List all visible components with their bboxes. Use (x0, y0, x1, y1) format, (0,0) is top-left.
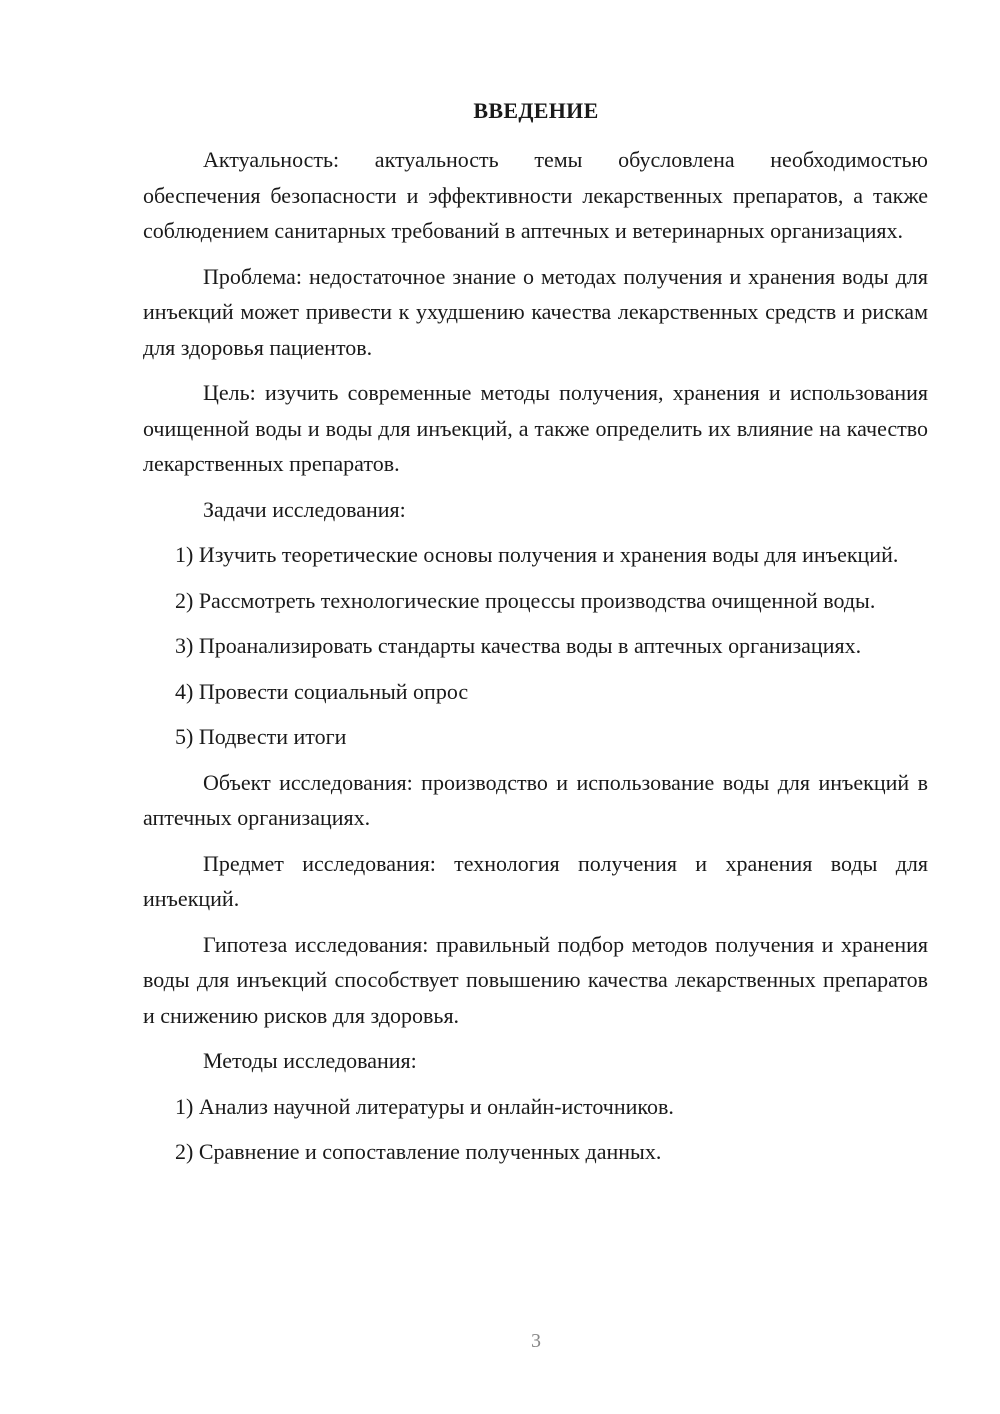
list-item: 5) Подвести итоги (175, 724, 347, 749)
paragraph-goal: Цель: изучить современные методы получения, хранения и использования очищенной воды и воды для инъекций, а также определить их влияние на качество лекарственных препаратов. (143, 380, 928, 476)
paragraph-tasks-heading: Задачи исследования: (203, 496, 406, 522)
paragraph-problem: Проблема: недостаточное знание о методах получения и хранения воды для инъекций может привести к ухудшению качества лекарственных средств и рискам для здоровья пациентов. (143, 263, 928, 360)
list-item: 3) Проанализировать стандарты качества воды в аптечных организациях. (175, 633, 862, 658)
paragraph-relevance: Актуальность: актуальность темы обусловлена необходимостью обеспечения безопасности и эффективности лекарственных препаратов, а также соблюдением санитарных требований в аптечных и ветеринарных организациях. (143, 147, 928, 243)
list-item: 1) Анализ научной литературы и онлайн-источников. (175, 1093, 674, 1119)
page-number: 3 (531, 1330, 541, 1352)
paragraph-object: Объект исследования: производство и использование воды для инъекций в аптечных организациях. (143, 769, 928, 830)
page-title: ВВЕДЕНИЕ (473, 98, 599, 123)
paragraph-methods-heading: Методы исследования: (203, 1048, 417, 1073)
body-text (143, 142, 928, 1180)
list-item: 1) Изучить теоретические основы получения и хранения воды для инъекций. (175, 542, 899, 567)
list-item: 2) Рассмотреть технологические процессы производства очищенной воды. (175, 587, 876, 613)
paragraph-hypothesis: Гипотеза исследования: правильный подбор методов получения и хранения воды для инъекций способствует повышению качества лекарственных препаратов и снижению рисков для здоровья. (143, 931, 928, 1028)
paragraph-subject: Предмет исследования: технология получения и хранения воды для инъекций. (143, 850, 928, 911)
list-item: 4) Провести социальный опрос (175, 678, 469, 704)
list-item: 2) Сравнение и сопоставление полученных данных. (175, 1139, 662, 1164)
